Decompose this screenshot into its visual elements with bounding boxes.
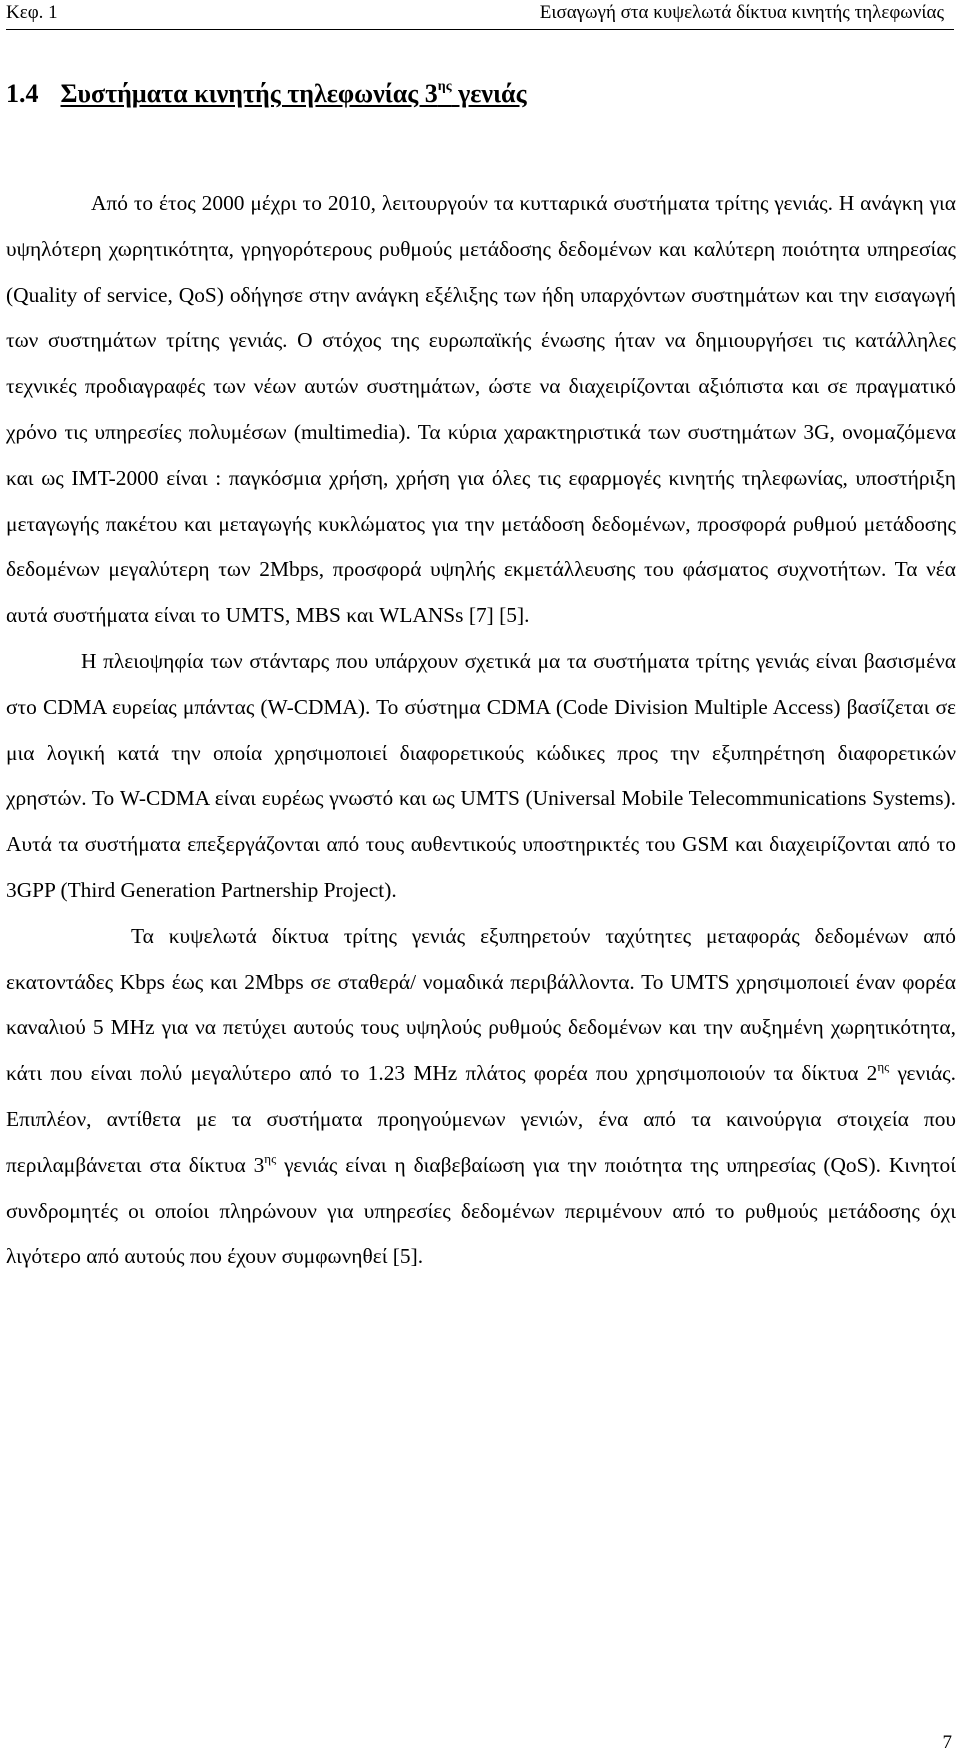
section-heading [6, 79, 527, 109]
section-body [6, 181, 956, 1280]
paragraph-1: Από το έτος 2000 μέχρι το 2010, λειτουργούν τα κυτταρικά συστήματα τρίτης γενιάς. Η ανάγκη για υψηλότερη χωρητικότητα, γρηγορότερους ρυθμούς μετάδοσης δεδομένων και καλύτερη ποιότητα υπηρεσίας (Quality of service, QoS) οδήγησε στην ανάγκη εξέλιξης των ήδη υπαρχόντων συστημάτων και την εισαγωγή των συστημάτων τρίτης γενιάς. Ο στόχος της ευρωπαϊκής ένωσης ήταν να δημιουργήσει τις κατάλληλες τεχνικές προδιαγραφές των νέων αυτών συστημάτων, ώστε να διαχειρίζονται αξιόπιστα και σε πραγματικό χρόνο τις υπηρεσίες πολυμέσων (multimedia). Τα κύρια χαρακτηριστικά των συστημάτων 3G, ονομαζόμενα και ως IMT-2000 είναι : παγκόσμια χρήση, χρήση για όλες τις εφαρμογές κινητής τηλεφωνίας, υποστήριξη μεταγωγής πακέτου και μεταγωγής κυκλώματος για την μετάδοση δεδομένων, προσφορά ρυθμού μετάδοσης δεδομένων μεγαλύτερη των 2Mbps, προσφορά υψηλής εκμετάλλευσης του φάσματος συχνοτήτων. Τα νέα αυτά συστήματα είναι το UMTS, MBS και WLANSs [7] [5]. [6, 191, 956, 628]
paragraph-3: Τα κυψελωτά δίκτυα τρίτης γενιάς εξυπηρετούν ταχύτητες μεταφοράς δεδομένων από εκατοντάδες Kbps έως και 2Mbps σε σταθερά/ νομαδικά περιβάλλοντα. Το UMTS χρησιμοποιεί έναν φορέα καναλιού 5 MHz για να πετύχει αυτούς τους υψηλούς ρυθμούς δεδομένων και την αυξημένη χωρητικότητα, κάτι που είναι πολύ μεγαλύτερο από το 1.23 MHz πλάτος φορέα που χρησιμοποιούν τα δίκτυα $2^{\eta\varsigma}$ γενιάς. Επιπλέον, αντίθετα με τα συστήματα προηγούμενων γενιών, ένα από τα καινούργια στοιχεία που περιλαμβάνεται στα δίκτυα $3^{\eta\varsigma}$ γενιάς είναι η διαβεβαίωση για την ποιότητα της υπηρεσίας (QoS). Κινητοί συνδρομητές οι οποίοι πληρώνουν για υπηρεσίες δεδομένων περιμένουν από το ρυθμούς μετάδοσης όχι λιγότερο από αυτούς που έχουν συμφωνηθεί [5]. [6, 923, 956, 1269]
page-number: 7 [942, 1732, 952, 1753]
section-number: 1.4 [6, 79, 39, 108]
chapter-title: Εισαγωγή στα κυψελωτά δίκτυα κινητής τηλεφωνίας [539, 2, 944, 23]
chapter-label: Κεφ. 1 [6, 2, 58, 23]
running-header [6, 0, 954, 30]
header-rule [6, 29, 954, 30]
section-title: Συστήματα κινητής τηλεφωνίας $3^{\eta\varsigma}$ γενιάς [60, 79, 527, 108]
paragraph-2: Η πλειοψηφία των στάνταρς που υπάρχουν σχετικά μα τα συστήματα τρίτης γενιάς είναι βασισμένα στο CDMA ευρείας μπάντας (W-CDMA). Το σύστημα CDMA (Code Division Multiple Access) βασίζεται σε μια λογική κατά την οποία χρησιμοποιεί διαφορετικούς κώδικες προς την εξυπηρέτηση διαφορετικών χρηστών. Το W-CDMA είναι ευρέως γνωστό και ως UMTS (Universal Mobile Telecommunications Systems). Αυτά τα συστήματα επεξεργάζονται από τους αυθεντικούς υποστηρικτές του GSM και διαχειρίζονται από το 3GPP (Third Generation Partnership Project). [6, 648, 956, 902]
